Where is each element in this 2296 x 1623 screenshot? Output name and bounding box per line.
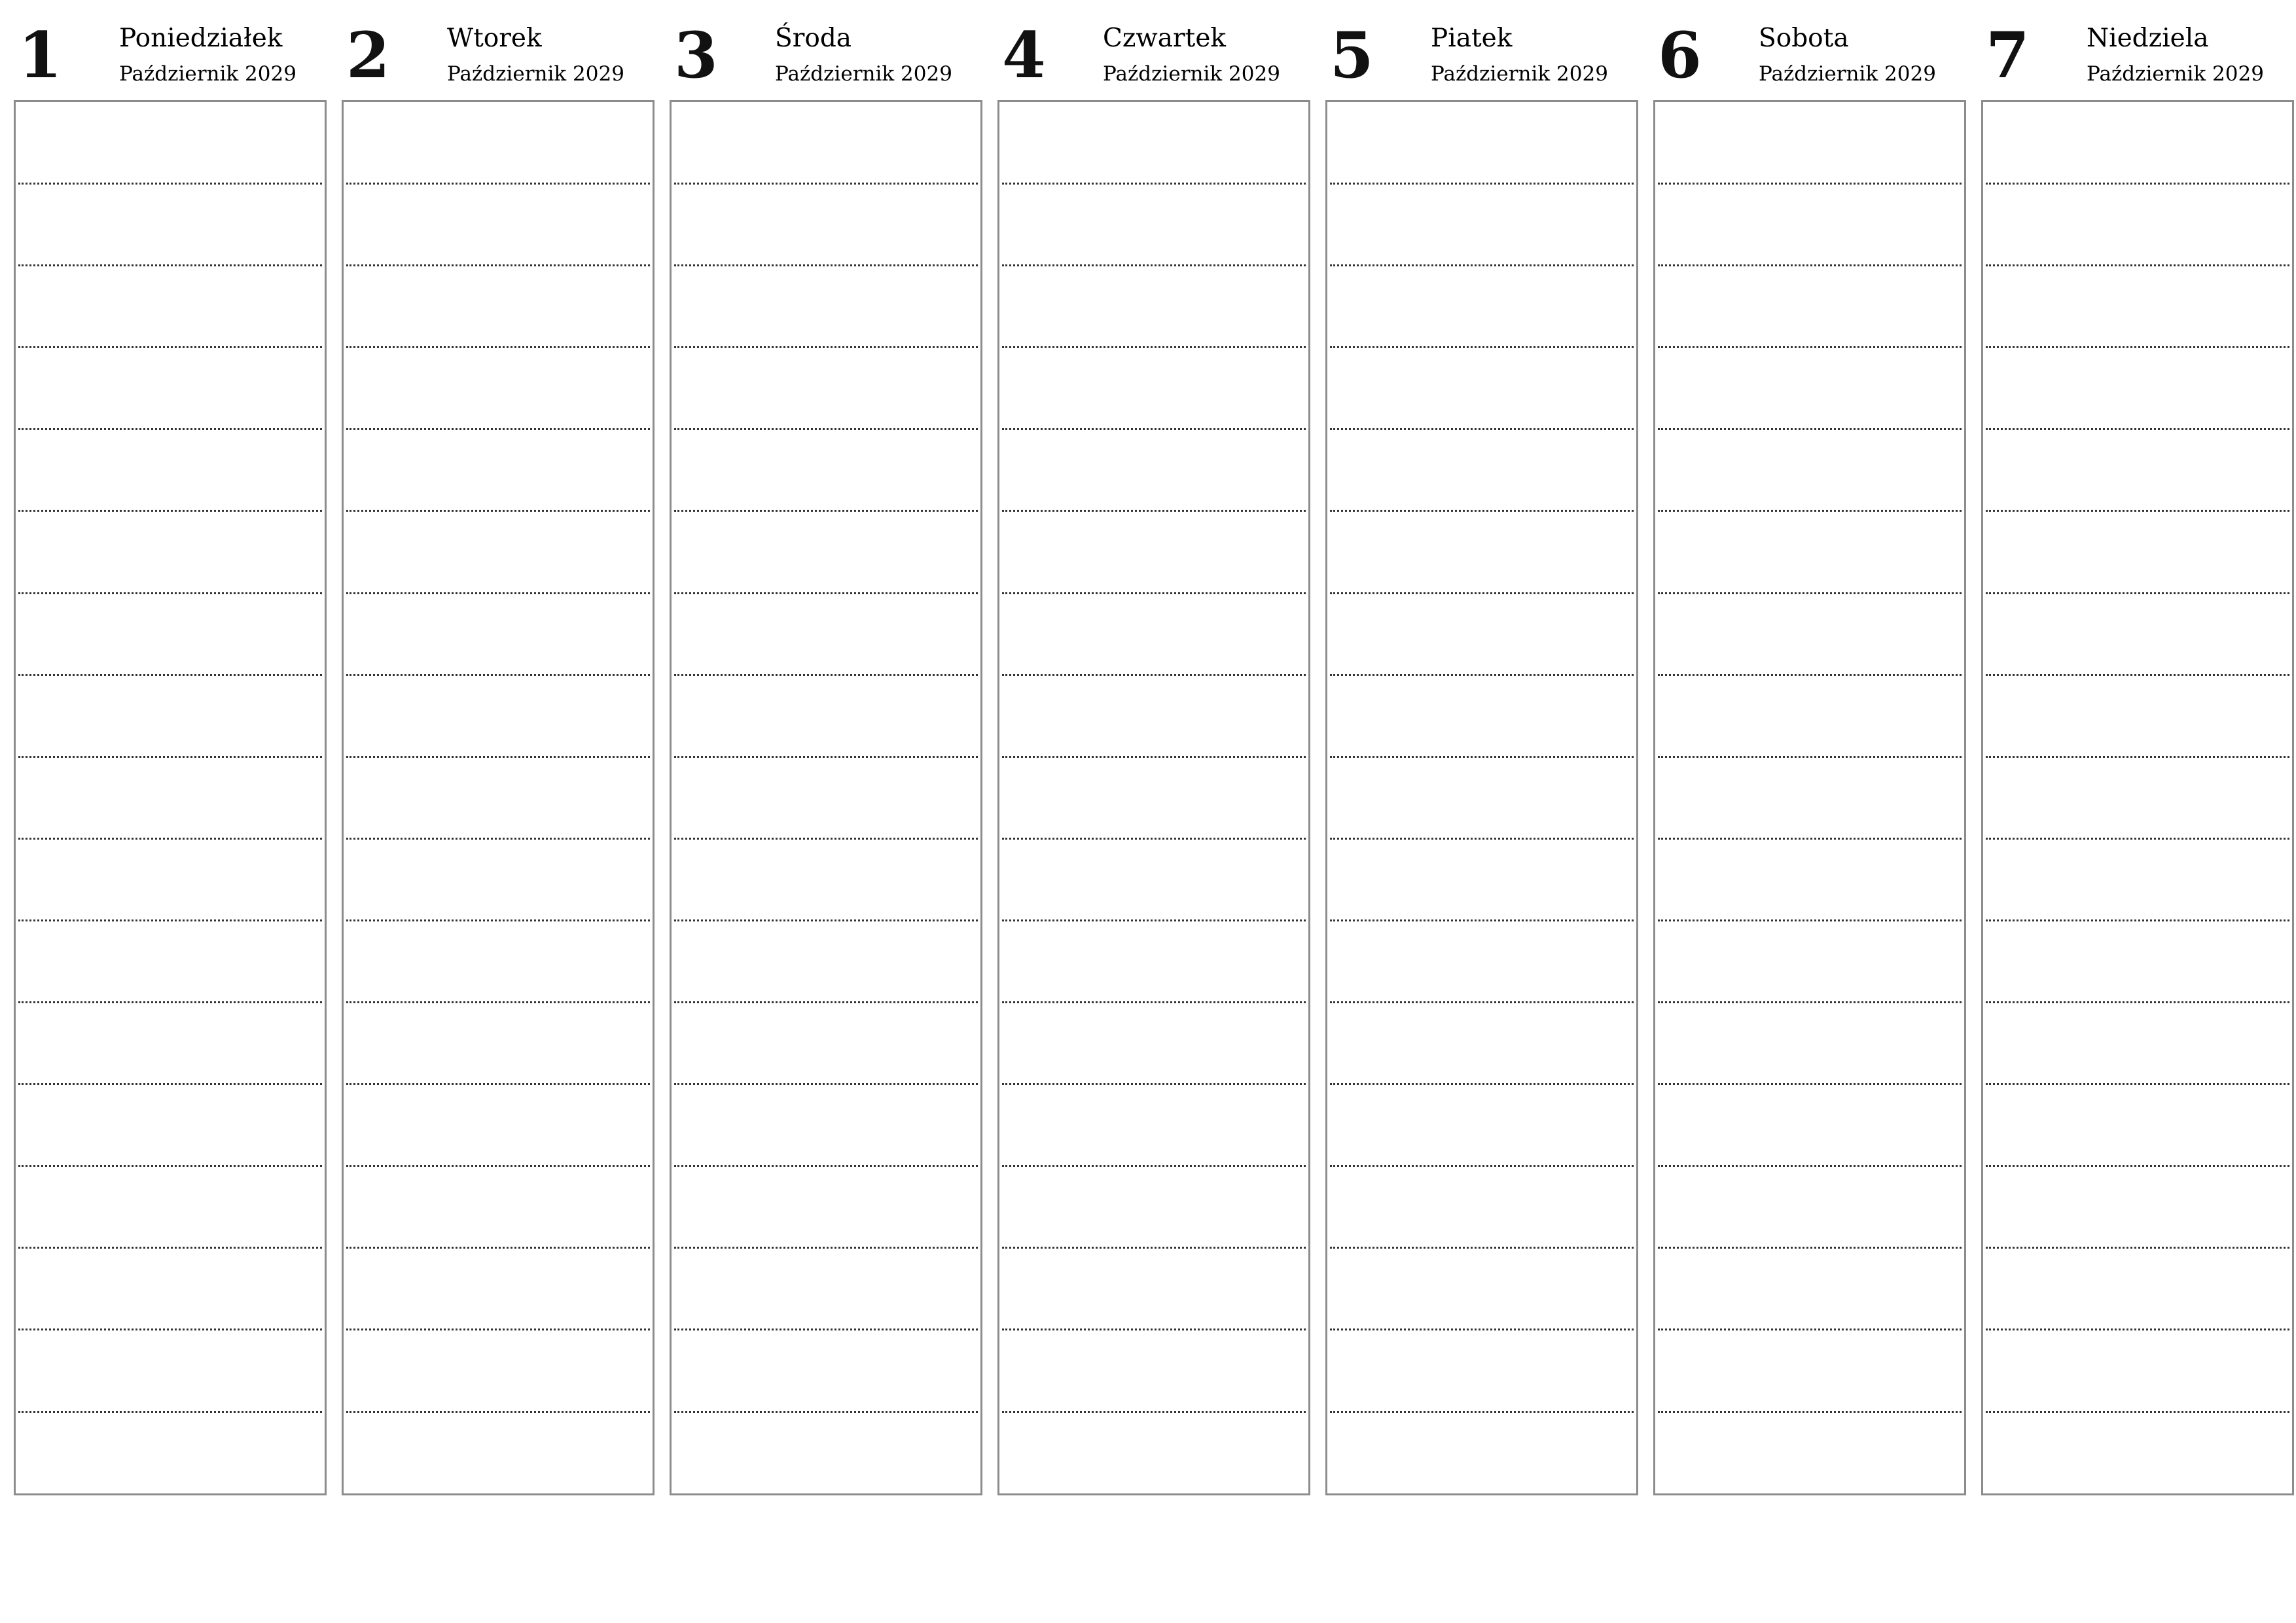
- day-name: Wtorek: [447, 24, 542, 53]
- writing-line: [674, 510, 978, 512]
- writing-line: [1658, 919, 1962, 921]
- writing-line: [1658, 592, 1962, 594]
- writing-line: [674, 674, 978, 676]
- day-month: Październik 2029: [775, 62, 952, 86]
- writing-line: [1986, 1247, 2289, 1249]
- writing-line: [18, 1083, 322, 1085]
- day-name: Niedziela: [2087, 24, 2209, 53]
- writing-line: [1986, 1165, 2289, 1167]
- writing-line: [1330, 1411, 1634, 1413]
- day-column-monday: [14, 18, 327, 1495]
- day-header: [1325, 18, 1638, 100]
- writing-line: [1330, 838, 1634, 840]
- writing-line: [1986, 1001, 2289, 1003]
- writing-line: [1002, 264, 1306, 266]
- writing-line: [674, 1001, 978, 1003]
- day-month: Październik 2029: [119, 62, 296, 86]
- writing-line: [674, 1083, 978, 1085]
- writing-line: [1330, 428, 1634, 430]
- writing-line: [1002, 1247, 1306, 1249]
- writing-line: [1986, 919, 2289, 921]
- day-name: Czwartek: [1103, 24, 1227, 53]
- writing-line: [1658, 1329, 1962, 1330]
- writing-line: [1330, 674, 1634, 676]
- writing-line: [1658, 674, 1962, 676]
- writing-line: [1658, 510, 1962, 512]
- writing-line: [18, 510, 322, 512]
- writing-line: [1002, 183, 1306, 185]
- day-number: 4: [1002, 18, 1046, 92]
- writing-line: [1002, 756, 1306, 758]
- day-header: [997, 18, 1310, 100]
- day-month: Październik 2029: [2087, 62, 2264, 86]
- writing-line: [18, 1329, 322, 1330]
- writing-line: [346, 1411, 650, 1413]
- writing-line: [1330, 1165, 1634, 1167]
- writing-line: [346, 756, 650, 758]
- writing-line: [674, 1247, 978, 1249]
- writing-line: [1986, 1329, 2289, 1330]
- day-name: Sobota: [1759, 24, 1849, 53]
- day-notes-box[interactable]: [1981, 100, 2294, 1495]
- writing-line: [1986, 264, 2289, 266]
- writing-line: [1330, 592, 1634, 594]
- writing-line: [674, 592, 978, 594]
- writing-line: [1986, 756, 2289, 758]
- day-month: Październik 2029: [1431, 62, 1608, 86]
- writing-line: [1002, 592, 1306, 594]
- day-number: 6: [1658, 18, 1702, 92]
- writing-line: [18, 1411, 322, 1413]
- writing-line: [674, 183, 978, 185]
- writing-line: [1002, 428, 1306, 430]
- writing-line: [1330, 919, 1634, 921]
- writing-line: [1330, 510, 1634, 512]
- writing-line: [674, 346, 978, 348]
- day-number: 1: [18, 18, 62, 92]
- writing-line: [18, 1001, 322, 1003]
- writing-line: [1986, 346, 2289, 348]
- day-number: 2: [346, 18, 390, 92]
- writing-line: [1986, 1411, 2289, 1413]
- writing-line: [1658, 756, 1962, 758]
- day-header: [14, 18, 327, 100]
- day-notes-box[interactable]: [1653, 100, 1966, 1495]
- writing-line: [674, 756, 978, 758]
- writing-line: [346, 428, 650, 430]
- writing-line: [18, 1165, 322, 1167]
- writing-line: [674, 838, 978, 840]
- writing-line: [18, 264, 322, 266]
- day-notes-box[interactable]: [14, 100, 327, 1495]
- writing-line: [1002, 674, 1306, 676]
- writing-line: [1658, 1411, 1962, 1413]
- writing-line: [346, 346, 650, 348]
- writing-line: [1658, 1247, 1962, 1249]
- day-notes-box[interactable]: [670, 100, 982, 1495]
- day-month: Październik 2029: [447, 62, 624, 86]
- writing-line: [1658, 264, 1962, 266]
- day-header: [670, 18, 982, 100]
- writing-line: [346, 1001, 650, 1003]
- writing-line: [1658, 183, 1962, 185]
- writing-line: [1658, 838, 1962, 840]
- writing-line: [346, 510, 650, 512]
- day-column-thursday: [997, 18, 1310, 1495]
- writing-line: [674, 1411, 978, 1413]
- day-month: Październik 2029: [1103, 62, 1280, 86]
- writing-line: [346, 919, 650, 921]
- writing-line: [346, 183, 650, 185]
- writing-line: [346, 1247, 650, 1249]
- writing-line: [346, 1083, 650, 1085]
- writing-line: [18, 756, 322, 758]
- writing-line: [18, 183, 322, 185]
- writing-line: [1658, 1083, 1962, 1085]
- writing-line: [1330, 183, 1634, 185]
- day-name: Poniedziałek: [119, 24, 283, 53]
- writing-line: [18, 428, 322, 430]
- day-notes-box[interactable]: [997, 100, 1310, 1495]
- day-header: [1981, 18, 2294, 100]
- writing-line: [1002, 1083, 1306, 1085]
- writing-line: [674, 264, 978, 266]
- writing-line: [1002, 919, 1306, 921]
- writing-line: [1986, 592, 2289, 594]
- writing-line: [1986, 1083, 2289, 1085]
- day-column-friday: [1325, 18, 1638, 1495]
- writing-line: [1658, 1001, 1962, 1003]
- day-header: [342, 18, 655, 100]
- writing-line: [1658, 1165, 1962, 1167]
- day-name: Środa: [775, 24, 852, 53]
- writing-line: [1002, 1001, 1306, 1003]
- writing-line: [674, 1329, 978, 1330]
- writing-line: [1002, 838, 1306, 840]
- writing-line: [18, 838, 322, 840]
- writing-line: [346, 674, 650, 676]
- writing-line: [674, 1165, 978, 1167]
- day-column-wednesday: [670, 18, 982, 1495]
- writing-line: [1986, 183, 2289, 185]
- writing-line: [346, 592, 650, 594]
- writing-line: [1986, 674, 2289, 676]
- day-number: 3: [674, 18, 718, 92]
- writing-line: [1002, 510, 1306, 512]
- day-column-tuesday: [342, 18, 655, 1495]
- writing-line: [1330, 756, 1634, 758]
- writing-line: [1658, 346, 1962, 348]
- writing-line: [1002, 1165, 1306, 1167]
- writing-line: [1658, 428, 1962, 430]
- writing-line: [1330, 264, 1634, 266]
- writing-line: [1330, 1083, 1634, 1085]
- writing-line: [1002, 346, 1306, 348]
- day-number: 7: [1986, 18, 2030, 92]
- day-column-saturday: [1653, 18, 1966, 1495]
- day-notes-box[interactable]: [342, 100, 655, 1495]
- day-month: Październik 2029: [1759, 62, 1936, 86]
- day-notes-box[interactable]: [1325, 100, 1638, 1495]
- writing-line: [1986, 428, 2289, 430]
- writing-line: [1330, 1247, 1634, 1249]
- writing-line: [1330, 346, 1634, 348]
- writing-line: [18, 346, 322, 348]
- writing-line: [346, 264, 650, 266]
- writing-line: [1002, 1411, 1306, 1413]
- day-number: 5: [1330, 18, 1374, 92]
- writing-line: [1986, 510, 2289, 512]
- writing-line: [346, 1329, 650, 1330]
- writing-line: [674, 428, 978, 430]
- day-name: Piatek: [1431, 24, 1513, 53]
- writing-line: [1330, 1001, 1634, 1003]
- writing-line: [18, 592, 322, 594]
- writing-line: [1986, 838, 2289, 840]
- writing-line: [1002, 1329, 1306, 1330]
- day-column-sunday: [1981, 18, 2294, 1495]
- day-header: [1653, 18, 1966, 100]
- writing-line: [1330, 1329, 1634, 1330]
- writing-line: [18, 1247, 322, 1249]
- writing-line: [346, 838, 650, 840]
- weekly-planner: [14, 18, 2283, 1495]
- writing-line: [674, 919, 978, 921]
- writing-line: [18, 674, 322, 676]
- writing-line: [346, 1165, 650, 1167]
- writing-line: [18, 919, 322, 921]
